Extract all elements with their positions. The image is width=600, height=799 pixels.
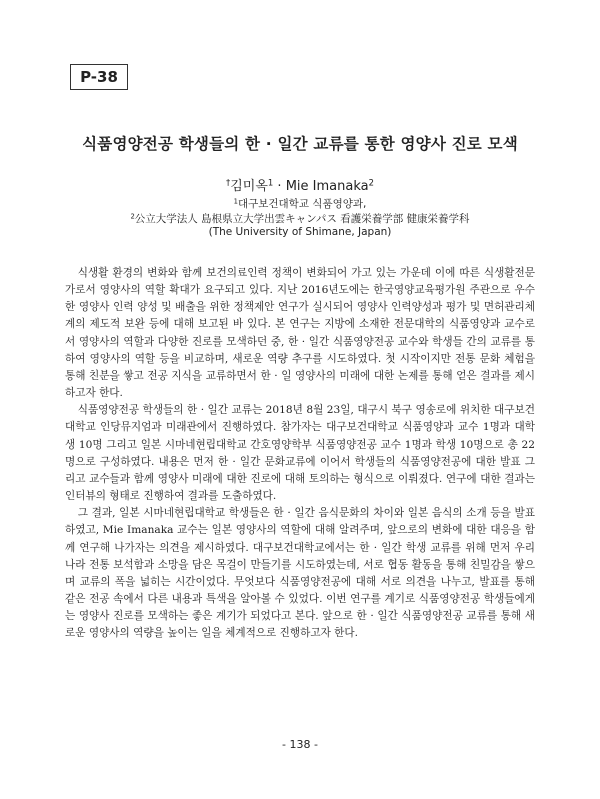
poster-number-badge: P-38 (70, 64, 128, 90)
paragraph-1: 식생활 환경의 변화와 함께 보건의료인력 정책이 변화되어 가고 있는 가운데 이에 따른 식생활전문가로서 영양사의 역할 확대가 요구되고 있다. 지난 2016년도에는 한국영양교육평가원 주관으로 우수한 영양사 인력 양성 및 배출을 위한 정책제안 연구가 실시되어 영양사 인력양성과 평가 및 면허관리체계의 제도적 보완 등에 대해 보고된 바 있다. 본 연구는 지방에 소재한 전문대학의 식품영양과 교수로서 영양사의 역할과 다양한 진로를 모색하던 중, 한 · 일간 식품영양전공 교수와 학생들 간의 교류를 통하여 영양사의 역할 등을 비교하며, 새로운 역량 추구를 시도하였다. 첫 시작이지만 전통 문화 체험을 통해 친분을 쌓고 전공 지식을 교류하면서 한 · 일 영양사의 미래에 대한 논제를 통해 얻은 결과를 제시하고자 한다. (65, 267, 535, 400)
abstract-body (65, 265, 535, 642)
affiliation-1 (0, 196, 600, 211)
affiliation-2-english: (The University of Shimane, Japan) (208, 226, 392, 238)
affiliation-2-mark: 2 (130, 212, 135, 221)
author-line (0, 175, 600, 194)
page-number: - 138 - (282, 738, 318, 751)
paragraph-3: 그 결과, 일본 시마네현립대학교 학생들은 한 · 일간 음식문화의 차이와 일본 음식의 소개 등을 발표하였고, Mie Imanaka 교수는 일본 영양사의 역할에 대해 알려주며, 앞으로의 변화에 대한 대응을 함께 연구해 나가자는 의견을 제시하였다. 대구보건대학교에서는 한 · 일간 학생 교류를 위해 먼저 우리나라 전통 보석함과 소망을 담은 목걸이 만들기를 시도하였는데, 서로 협동 활동을 통해 친밀감을 쌓으며 교류의 폭을 넓히는 시간이었다. 무엇보다 식품영양전공에 대해 서로 의견을 나누고, 발표를 통해 같은 전공 속에서 다른 내용과 특색을 알아볼 수 있었다. 이번 연구를 계기로 식품영양전공 학생들에게는 영양사 진로를 모색하는 좋은 계기가 되었다고 본다. 앞으로 한 · 일간 식품영양전공 교류를 통해 새로운 영양사의 역량을 높이는 일을 체계적으로 진행하고자 한다. (65, 507, 535, 640)
author-2-affiliation-mark: 2 (368, 177, 374, 188)
affiliation-1-text: 대구보건대학교 식품영양과, (237, 198, 367, 210)
paper-title: 식품영양전공 학생들의 한 · 일간 교류를 통한 영양사 진로 모색 (82, 135, 518, 153)
paragraph-2: 식품영양전공 학생들의 한 · 일간 교류는 2018년 8월 23일, 대구시 북구 영송로에 위치한 대구보건대학교 인당뮤지엄과 미래관에서 진행하였다. 참가자는 대구보건대학교 식품영양과 교수 1명과 대학생 10명 그리고 일본 시마네현립대학교 간호영양학부 식품영양전공 교수 1명과 학생 10명으로 총 22명으로 구성하였다. 내용은 먼저 한 · 일간 문화교류에 이어서 학생들의 식품영양전공에 대한 발표 그리고 교수들과 함께 영양사 미래에 대한 진로에 대해 토의하는 형식으로 이뤄졌다. 연구에 대한 결과는 인터뷰의 형태로 진행하여 결과를 도출하였다. (65, 404, 535, 503)
author-separator: · (273, 179, 286, 194)
author-1-affiliation-mark: 1 (267, 177, 274, 188)
corresponding-mark: † (226, 177, 231, 188)
affiliation-1-mark: 1 (233, 197, 238, 206)
affiliation-2 (0, 211, 600, 226)
author-2-name: Mie Imanaka (285, 179, 369, 194)
affiliation-2-text: 公立大学法人 島根県立大学出雲キャンパス 看護栄養学部 健康栄養学科 (134, 213, 470, 225)
author-1-name: 김미옥 (230, 179, 268, 194)
